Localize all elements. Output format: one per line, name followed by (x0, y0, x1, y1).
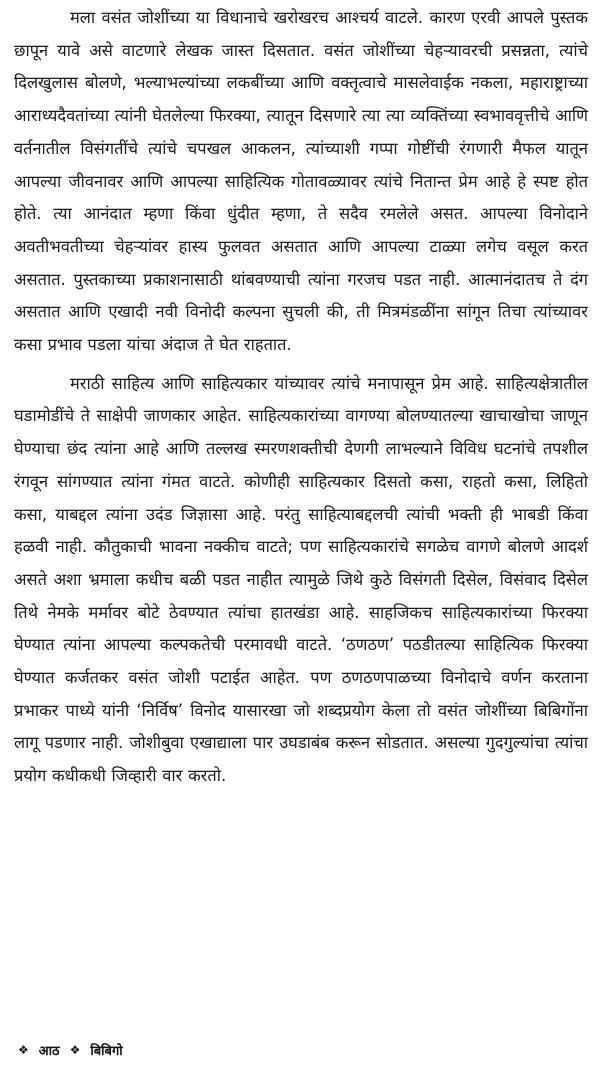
book-title: बिबिगो (90, 1044, 123, 1059)
ornament-icon: ❖ (18, 1043, 29, 1057)
ornament-icon: ❖ (69, 1043, 81, 1057)
paragraph-2: मराठी साहित्य आणि साहित्यकार यांच्यावर त्यांचे मनापासून प्रेम आहे. साहित्यक्षेत्रातील घडामोडींचे ते साक्षेपी जाणकार आहेत. साहित्यकारांच्या वागण्या बोलण्यातल्या खाचाखोचा जाणून घेण्याचा छंद त्यांना आहे आणि तल्लख स्मरणशक्तीची देणगी लाभल्याने विविध घटनांचे तपशील रंगवून सांगण्यात त्यांना गंमत वाटते. कोणीही साहित्यकार दिसतो कसा, राहतो कसा, लिहितो कसा, याबद्दल त्यांना उदंड जिज्ञासा आहे. परंतु साहित्याबद्दलची त्यांची भक्ती ही भाबडी किंवा हळवी नाही. कौतुकाची भावना नक्कीच वाटते; पण साहित्यकारांचे सगळेच वागणे बोलणे आदर्श असते अशा भ्रमाला कधीच बळी पडत नाहीत त्यामुळे जिथे कुठे विसंगती दिसेल, विसंवाद दिसेल तिथे नेमके मर्मावर बोटे ठेवण्यात त्यांचा हातखंडा आहे. साहजिकच साहित्यकारांच्या फिरक्या घेण्यात त्यांना आपल्या कल्पकतेची परमावधी वाटते. ‘ठणठण’ पठडीतल्या साहित्यिक फिरक्या घेण्यात कर्जतकर वसंत जोशी पटाईत आहेत. पण ठणठणपाळच्या विनोदाचे वर्णन करताना प्रभाकर पाध्ये यांनी ‘निर्विष’ विनोद यासारखा जो शब्दप्रयोग केला तो वसंत जोशींच्या बिबिगोंना लागू पडणार नाही. जोशीबुवा एखाद्याला पार उघडाबंब करून सोडतात. असल्या गुदगुल्यांचा त्यांचा प्रयोग कधीकधी जिव्हारी वार करतो. (14, 373, 588, 786)
page-number: आठ (38, 1044, 60, 1059)
page-body (14, 2, 588, 793)
paragraph-1: मला वसंत जोशींच्या या विधानाचे खरोखरच आश्चर्य वाटले. कारण एरवी आपले पुस्तक छापून यावे असे वाटणारे लेखक जास्त दिसतात. वसंत जोशींच्या चेहऱ्यावरची प्रसन्नता, त्यांचे दिलखुलास बोलणे, भल्याभल्यांच्या लकबींच्या आणि वक्तृत्वाचे मासलेवाईक नकला, महाराष्ट्राच्या आराध्यदैवतांच्या त्यांनी घेतलेल्या फिरक्या, त्यातून दिसणारे त्या त्या व्यक्तिंच्या स्वभाववृत्तीचे आणि वर्तनातील विसंगतींचे त्यांचे चपखल आकलन, त्यांच्याशी गप्पा गोष्टींची रंगणारी मैफल यातून आपल्या जीवनावर आणि आपल्या साहित्यिक गोतावळ्यावर त्यांचे नितान्त प्रेम आहे हे स्पष्ट होत होते. त्या आनंदात म्हणा किंवा धुंदीत म्हणा, ते सदैव रमलेले असत. आपल्या विनोदाने अवतीभवतीच्या चेहऱ्यांवर हास्य फुलवत असतात आणि आपल्या टाळ्या लगेच वसूल करत असतात. पुस्तकाच्या प्रकाशनासाठी थांबवण्याची त्यांना गरजच पडत नाही. आत्मानंदातच ते दंग असतात आणि एखादी नवी विनोदी कल्पना सुचली की, ती मित्रमंडळींना सांगून तिचा त्यांच्यावर कसा प्रभाव पडला यांचा अंदाज ते घेत राहतात. (14, 8, 588, 355)
page-footer (18, 1041, 123, 1059)
